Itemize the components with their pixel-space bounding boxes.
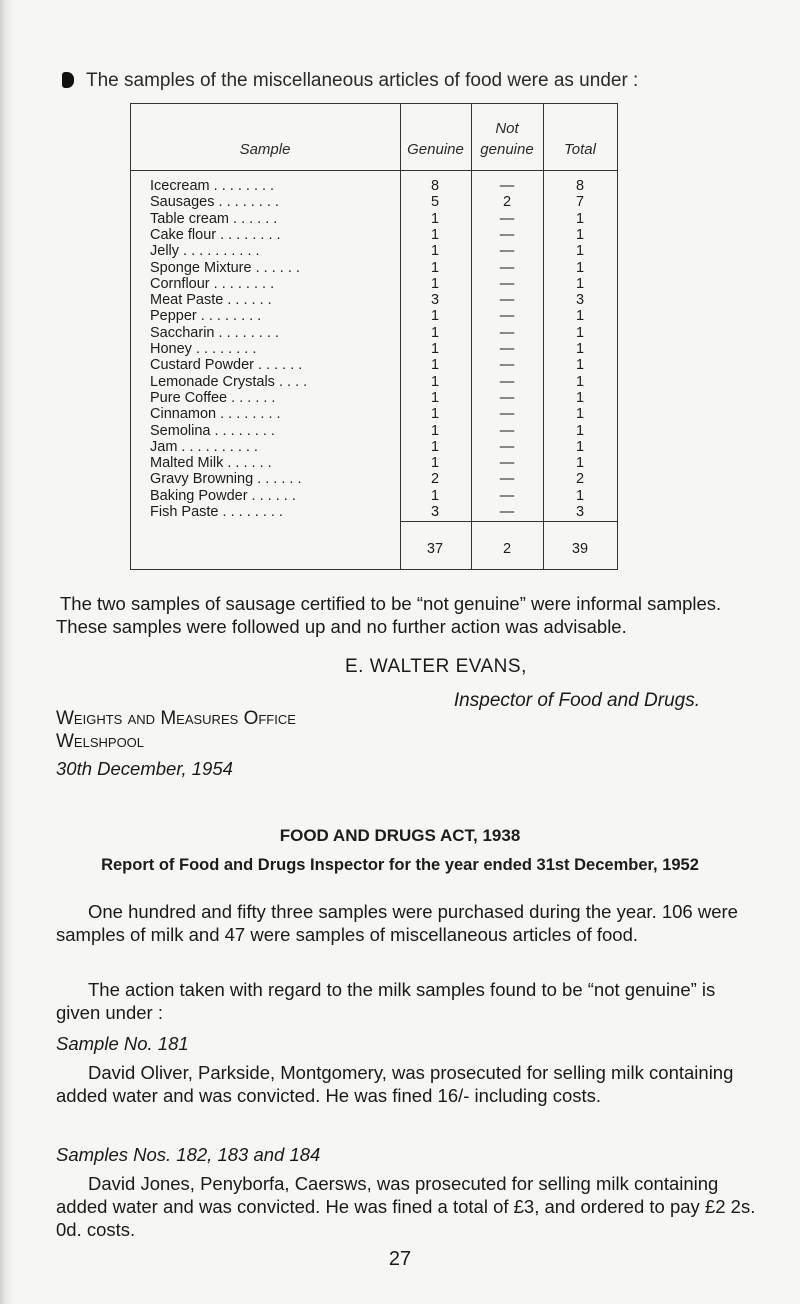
table-cell-total: 1: [575, 406, 585, 423]
table-cell-not-genuine: —: [499, 487, 515, 504]
table-col-sep-1: [400, 103, 401, 569]
page-number: 27: [388, 1248, 412, 1270]
table-row-label: Gravy Browning . . . . . .: [150, 471, 302, 488]
table-subtotal-rule: [400, 521, 618, 522]
table-cell-total: 2: [575, 471, 585, 488]
table-cell-total: 1: [575, 324, 585, 341]
table-row-label: Saccharin . . . . . . . .: [150, 324, 279, 341]
table-row-label: Icecream . . . . . . . .: [150, 178, 275, 194]
office-line-1: Weights and Measures Office: [56, 708, 296, 729]
table-cell-total: 1: [575, 275, 585, 292]
table-row-label: Fish Paste . . . . . . . .: [150, 504, 283, 520]
table-row-label: Lemonade Crystals . . . .: [150, 373, 308, 390]
table-cell-genuine: 8: [430, 178, 440, 194]
samples-table: [0, 0, 800, 580]
table-row-label: Meat Paste . . . . . .: [150, 292, 272, 309]
table-row-label: Honey . . . . . . . .: [150, 341, 257, 357]
table-cell-genuine: 3: [430, 504, 440, 520]
header-total: Total: [564, 141, 596, 158]
table-row-label: Cornflour . . . . . . . .: [150, 275, 275, 292]
signature-name: E. WALTER EVANS,: [345, 656, 527, 677]
table-cell-not-genuine: 2: [502, 194, 512, 211]
sample-181-label: Sample No. 181: [56, 1033, 189, 1054]
header-not-genuine-line2: genuine: [480, 141, 534, 158]
total-genuine: 37: [426, 541, 444, 557]
table-cell-not-genuine: —: [499, 373, 515, 390]
table-cell-genuine: 1: [430, 259, 440, 276]
header-sample: Sample: [239, 141, 291, 158]
table-cell-genuine: 1: [430, 373, 440, 390]
table-left-border: [130, 103, 131, 569]
table-row-label: Jelly . . . . . . . . . .: [150, 243, 260, 260]
table-row-label: Cinnamon . . . . . . . .: [150, 406, 281, 423]
table-cell-total: 7: [575, 194, 585, 211]
table-cell-not-genuine: —: [499, 455, 515, 472]
office-date: 30th December, 1954: [56, 758, 233, 779]
table-cell-genuine: 1: [430, 308, 440, 325]
table-cell-genuine: 1: [430, 389, 440, 406]
table-cell-genuine: 3: [430, 292, 440, 309]
signature-title: Inspector of Food and Drugs.: [453, 690, 700, 711]
table-cell-total: 8: [575, 178, 585, 194]
table-cell-total: 1: [575, 226, 585, 243]
table-cell-genuine: 1: [430, 438, 440, 455]
table-cell-genuine: 1: [430, 324, 440, 341]
table-cell-genuine: 1: [430, 487, 440, 504]
total-total: 39: [571, 541, 589, 557]
table-cell-not-genuine: —: [499, 341, 515, 357]
table-cell-genuine: 1: [430, 275, 440, 292]
table-cell-total: 1: [575, 389, 585, 406]
table-cell-not-genuine: —: [499, 504, 515, 520]
table-cell-not-genuine: —: [499, 357, 515, 374]
table-cell-genuine: 1: [430, 357, 440, 374]
paragraph-samples-purchased: One hundred and fifty three samples were purchased during the year. 106 were samples of milk and 47 were samples of miscellaneous articles of food.: [56, 901, 738, 945]
header-genuine: Genuine: [407, 141, 464, 158]
table-bottom-rule: [130, 569, 618, 570]
table-cell-not-genuine: —: [499, 275, 515, 292]
table-cell-not-genuine: —: [499, 389, 515, 406]
table-cell-genuine: 1: [430, 455, 440, 472]
table-cell-total: 3: [575, 292, 585, 309]
table-cell-total: 1: [575, 357, 585, 374]
table-cell-total: 1: [575, 243, 585, 260]
table-cell-genuine: 1: [430, 422, 440, 439]
table-cell-total: 1: [575, 487, 585, 504]
table-col-sep-2: [471, 103, 472, 569]
table-cell-genuine: 2: [430, 471, 440, 488]
table-cell-not-genuine: —: [499, 406, 515, 423]
table-row-label: Jam . . . . . . . . . .: [150, 438, 258, 455]
table-cell-not-genuine: —: [499, 243, 515, 260]
total-not-genuine: 2: [502, 541, 512, 557]
table-row-label: Sausages . . . . . . . .: [150, 194, 279, 211]
table-top-rule: [130, 103, 618, 104]
header-not-genuine-line1: Not: [495, 120, 519, 137]
table-cell-genuine: 1: [430, 243, 440, 260]
table-row-label: Pepper . . . . . . . .: [150, 308, 262, 325]
table-row-label: Malted Milk . . . . . .: [150, 455, 272, 472]
table-cell-not-genuine: —: [499, 324, 515, 341]
table-cell-genuine: 5: [430, 194, 440, 211]
table-cell-not-genuine: —: [499, 308, 515, 325]
table-cell-genuine: 1: [430, 210, 440, 227]
section-subheading: Report of Food and Drugs Inspector for the year ended 31st December, 1952: [101, 856, 699, 874]
table-cell-genuine: 1: [430, 406, 440, 423]
paragraph-action-taken: The action taken with regard to the milk samples found to be “not genuine” is given under :: [56, 979, 716, 1023]
table-cell-total: 1: [575, 422, 585, 439]
table-col-sep-3: [543, 103, 544, 569]
table-cell-not-genuine: —: [499, 226, 515, 243]
table-cell-total: 1: [575, 455, 585, 472]
table-cell-total: 1: [575, 210, 585, 227]
intro-text: The samples of the miscellaneous articles of food were as under :: [86, 70, 639, 91]
table-cell-genuine: 1: [430, 226, 440, 243]
table-cell-not-genuine: —: [499, 292, 515, 309]
table-cell-total: 1: [575, 373, 585, 390]
table-cell-not-genuine: —: [499, 471, 515, 488]
table-cell-not-genuine: —: [499, 422, 515, 439]
table-cell-total: 1: [575, 438, 585, 455]
table-cell-total: 1: [575, 259, 585, 276]
office-line-2: Welshpool: [56, 731, 145, 752]
table-row-label: Table cream . . . . . .: [150, 210, 278, 227]
table-row-label: Sponge Mixture . . . . . .: [150, 259, 300, 276]
table-header-rule: [130, 170, 618, 171]
table-row-label: Cake flour . . . . . . . .: [150, 226, 281, 243]
samples-182-184-text: David Jones, Penyborfa, Caersws, was prosecuted for selling milk containing added water and was convicted. He was fined a total of £3, and ordered to pay £2 2s. 0d. costs.: [56, 1173, 756, 1240]
table-cell-not-genuine: —: [499, 438, 515, 455]
table-cell-not-genuine: —: [499, 259, 515, 276]
section-heading: FOOD AND DRUGS ACT, 1938: [279, 826, 521, 845]
table-right-border: [617, 103, 618, 569]
table-row-label: Pure Coffee . . . . . .: [150, 389, 276, 406]
table-cell-total: 3: [575, 504, 585, 520]
table-row-label: Semolina . . . . . . . .: [150, 422, 275, 439]
paragraph-sausage-note: The two samples of sausage certified to be “not genuine” were informal samples. These samples were followed up and no further action was advisable.: [56, 593, 722, 637]
table-row-label: Baking Powder . . . . . .: [150, 487, 296, 504]
table-cell-genuine: 1: [430, 341, 440, 357]
sample-181-text: David Oliver, Parkside, Montgomery, was prosecuted for selling milk containing added water and was convicted. He was fined 16/- including costs.: [56, 1062, 734, 1106]
table-row-label: Custard Powder . . . . . .: [150, 357, 303, 374]
table-cell-not-genuine: —: [499, 210, 515, 227]
samples-182-184-label: Samples Nos. 182, 183 and 184: [56, 1144, 321, 1165]
table-cell-total: 1: [575, 308, 585, 325]
table-cell-not-genuine: —: [499, 178, 515, 194]
table-cell-total: 1: [575, 341, 585, 357]
